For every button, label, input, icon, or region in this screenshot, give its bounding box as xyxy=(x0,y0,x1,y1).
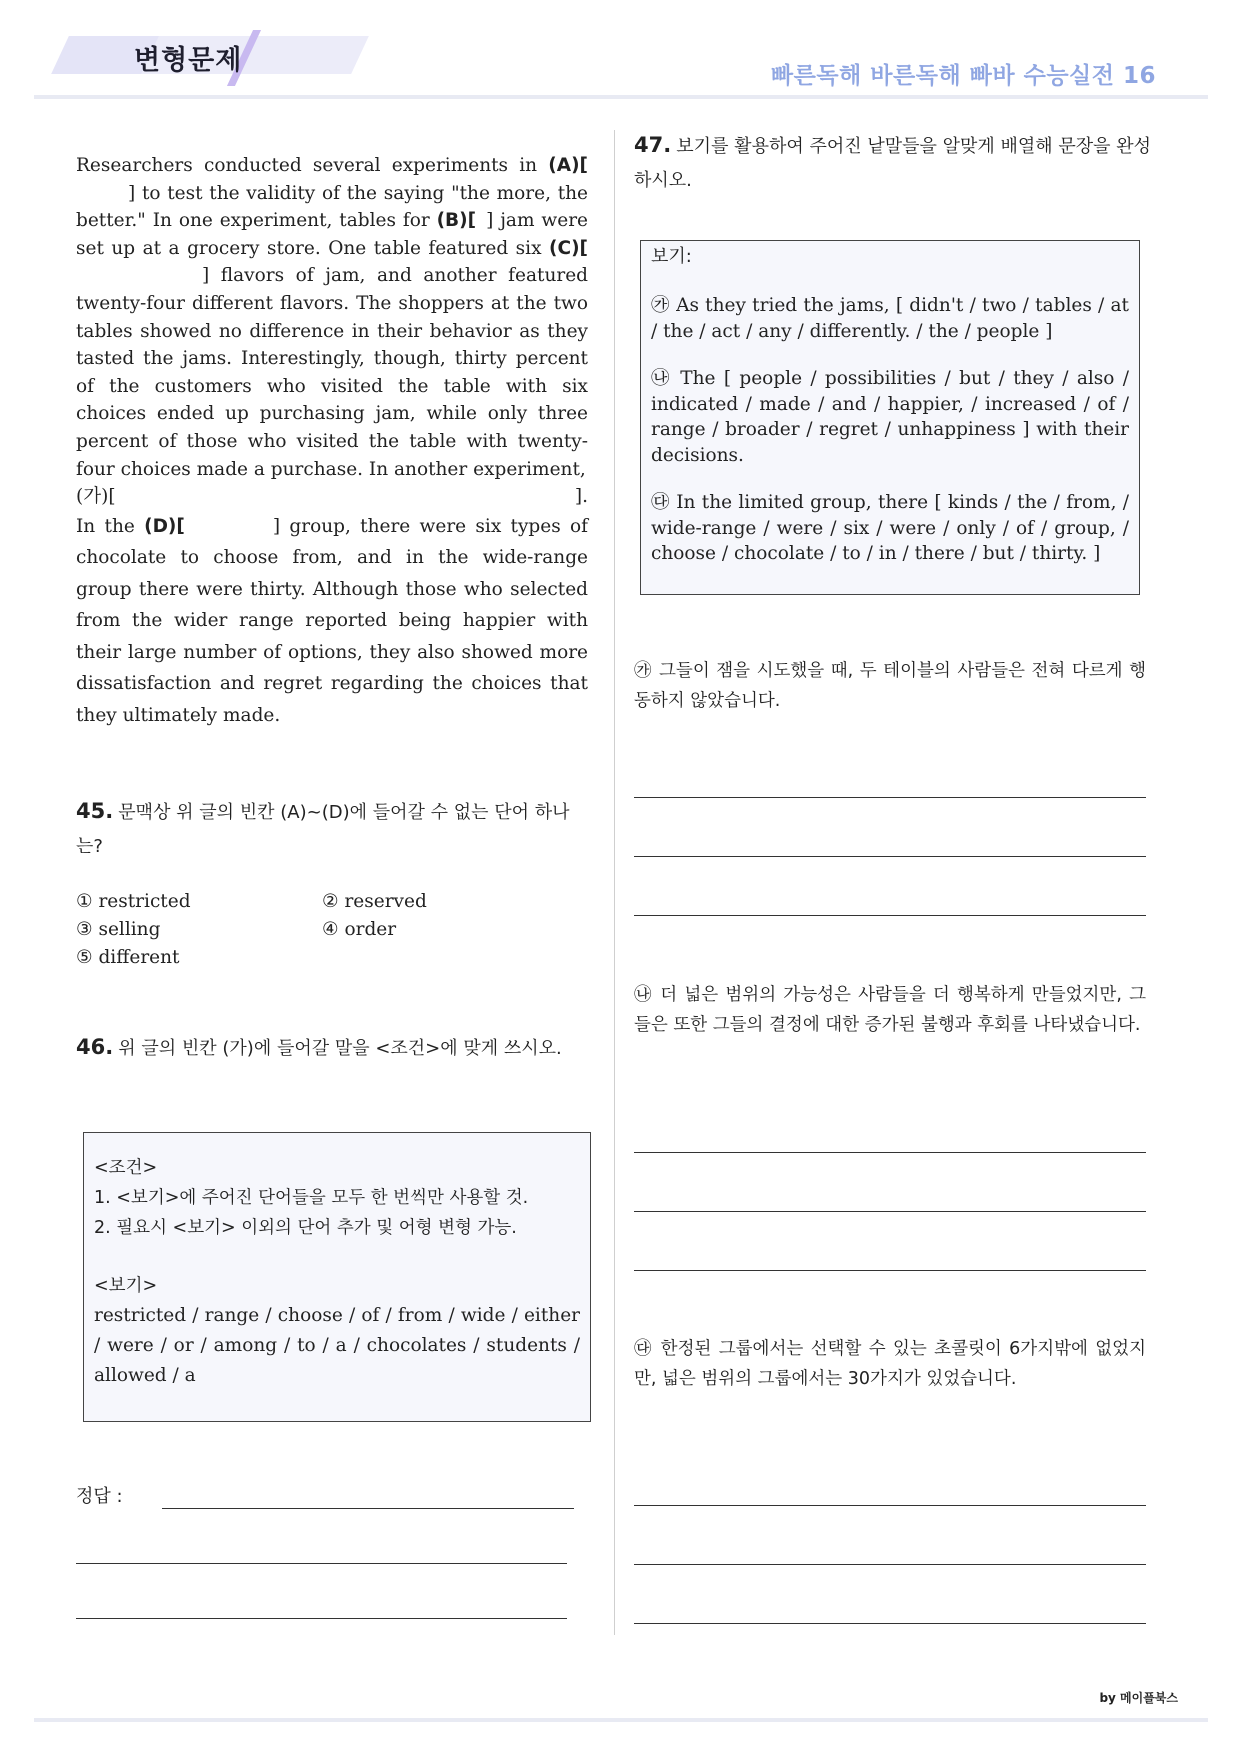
blank-ga: (가)[ ]. xyxy=(76,486,588,508)
footer-divider xyxy=(34,1718,1208,1722)
question-number: 46. xyxy=(76,1035,114,1059)
answer-line[interactable] xyxy=(634,1211,1146,1212)
question-45 xyxy=(76,796,596,864)
answer-options xyxy=(76,888,596,972)
question-46 xyxy=(76,1032,596,1066)
bogi-box xyxy=(640,240,1140,595)
translation-da: ㉰ 한정된 그룹에서는 선택할 수 있는 초콜릿이 6가지밖에 없었지만, 넓은 범위의 그룹에서는 30가지가 있었습니다. xyxy=(634,1339,1146,1389)
option-3[interactable]: ③ selling xyxy=(76,919,161,940)
blank-ga-label: (가) xyxy=(76,486,109,508)
passage-text: to test the validity of the saying "the more, the better." In one experiment, tables for xyxy=(76,182,588,232)
answer-line[interactable] xyxy=(634,1270,1146,1271)
passage-text: flavors of jam, and another featured twenty-four different flavors. The shoppers at the two tables showed no difference in their behavior as they tasted the jams. Interestingly, though, thirty percent of the customers who visited the table with six choices ended up purchasing jam, while only three percent of those who visited the table with twenty-four choices made a purchase. In another experiment, xyxy=(76,265,588,480)
header-label: 변형문제 xyxy=(134,45,243,76)
answer-line[interactable] xyxy=(634,1505,1146,1506)
condition-2: 2. 필요시 <보기> 이외의 단어 추가 및 어형 변형 가능. xyxy=(94,1218,517,1238)
blank-b-label: (B) xyxy=(436,210,468,232)
answer-line[interactable] xyxy=(76,1563,567,1564)
blank-c-label: (C) xyxy=(549,237,580,259)
question-number: 45. xyxy=(76,799,114,823)
option-2[interactable]: ② reserved xyxy=(322,891,427,912)
answer-line[interactable] xyxy=(634,1152,1146,1153)
translation-na: ㉯ 더 넓은 범위의 가능성은 사람들을 더 행복하게 만들었지만, 그들은 또한 그들의 결정에 대한 증가된 불행과 후회를 나타냈습니다. xyxy=(634,985,1146,1035)
question-number: 47. xyxy=(634,133,672,157)
passage-text: In the xyxy=(76,515,145,537)
bogi-title: 보기: xyxy=(651,246,692,267)
option-5[interactable]: ⑤ different xyxy=(76,947,180,968)
header-title: 빠른독해 바른독해 빠바 수능실전 16 xyxy=(770,63,1156,89)
footer-credit: by 메이플북스 xyxy=(1099,1691,1178,1705)
answer-label: 정답 : xyxy=(76,1486,123,1507)
condition-title: <조건> xyxy=(94,1158,158,1178)
bogi-item-na: ㉯ The [ people / possibilities / but / they / also / indicated / made / and / happier, / increased / of / range / broader / regret / unhappiness ] with their decisions. xyxy=(651,368,1129,466)
question-text: 보기를 활용하여 주어진 낱말들을 알맞게 배열해 문장을 완성하시오. xyxy=(634,136,1152,191)
passage-text: Researchers conducted several experiments in xyxy=(76,155,549,176)
answer-line[interactable] xyxy=(634,856,1146,857)
bogi-words: restricted / range / choose / of / from / wide / either / were / or / among / to / a / chocolates / students / allowed / a xyxy=(94,1305,580,1386)
option-1[interactable]: ① restricted xyxy=(76,891,191,912)
option-4[interactable]: ④ order xyxy=(322,919,397,940)
answer-line[interactable] xyxy=(76,1618,567,1619)
question-text: 위 글의 빈칸 (가)에 들어갈 말을 <조건>에 맞게 쓰시오. xyxy=(118,1038,562,1059)
passage-text: group, there were six types of chocolate to choose from, and in the wide-range group there were thirty. Although those who selected from the wider range reported being happier with their large number of options, they also showed more dissatisfaction and regret regarding the choices that they ultimately made. xyxy=(76,515,588,726)
header-divider xyxy=(34,95,1208,99)
condition-box xyxy=(83,1132,591,1422)
column-divider xyxy=(614,130,615,1635)
reading-passage: Researchers conducted several experiments in (A)[] to test the validity of the saying "the more, the better." In one experiment, tables for (B)[ ] jam were set up at a grocery store. One table featured six (C)[] flavors of jam, and another featured twenty-four different flavors. The shoppers at the two tables showed no difference in their behavior as they tasted the jams. Interestingly, though, thirty percent of the customers who visited the table with six choices ended up purchasing jam, while only three percent of those who visited the table with twenty-four choices made a purchase. In another experiment, (가)[ ]. In the (D)[ ] group, there were six types of chocolate to choose from, and in the wide-range group there were thirty. Although those who selected from the wider range reported being happier with their large number of options, they also showed more dissatisfaction and regret regarding the choices that they ultimately made. xyxy=(76,155,588,726)
blank-a-label: (A) xyxy=(548,155,580,176)
question-text: 문맥상 위 글의 빈칸 (A)~(D)에 들어갈 수 없는 단어 하나는? xyxy=(76,802,570,857)
question-47 xyxy=(634,130,1154,198)
answer-line[interactable] xyxy=(634,797,1146,798)
answer-line[interactable] xyxy=(634,1623,1146,1624)
passage-text: jam were set up at a grocery store. One table featured six xyxy=(76,210,588,259)
blank-d-label: (D) xyxy=(144,515,177,537)
bogi-item-da: ㉰ In the limited group, there [ kinds / the / from, / wide-range / were / six / were / only / of / group, / choose / chocolate / to / in / there / but / thirty. ] xyxy=(651,492,1129,564)
translation-ga: ㉮ 그들이 잼을 시도했을 때, 두 테이블의 사람들은 전혀 다르게 행동하지 않았습니다. xyxy=(634,661,1146,711)
answer-line[interactable] xyxy=(634,1564,1146,1565)
condition-1: 1. <보기>에 주어진 단어들을 모두 한 번씩만 사용할 것. xyxy=(94,1188,529,1208)
answer-line[interactable] xyxy=(634,915,1146,916)
bogi-title: <보기> xyxy=(94,1276,158,1296)
answer-line[interactable] xyxy=(162,1508,574,1509)
bogi-item-ga: ㉮ As they tried the jams, [ didn't / two / tables / at / the / act / any / differently. / the / people ] xyxy=(651,295,1129,342)
